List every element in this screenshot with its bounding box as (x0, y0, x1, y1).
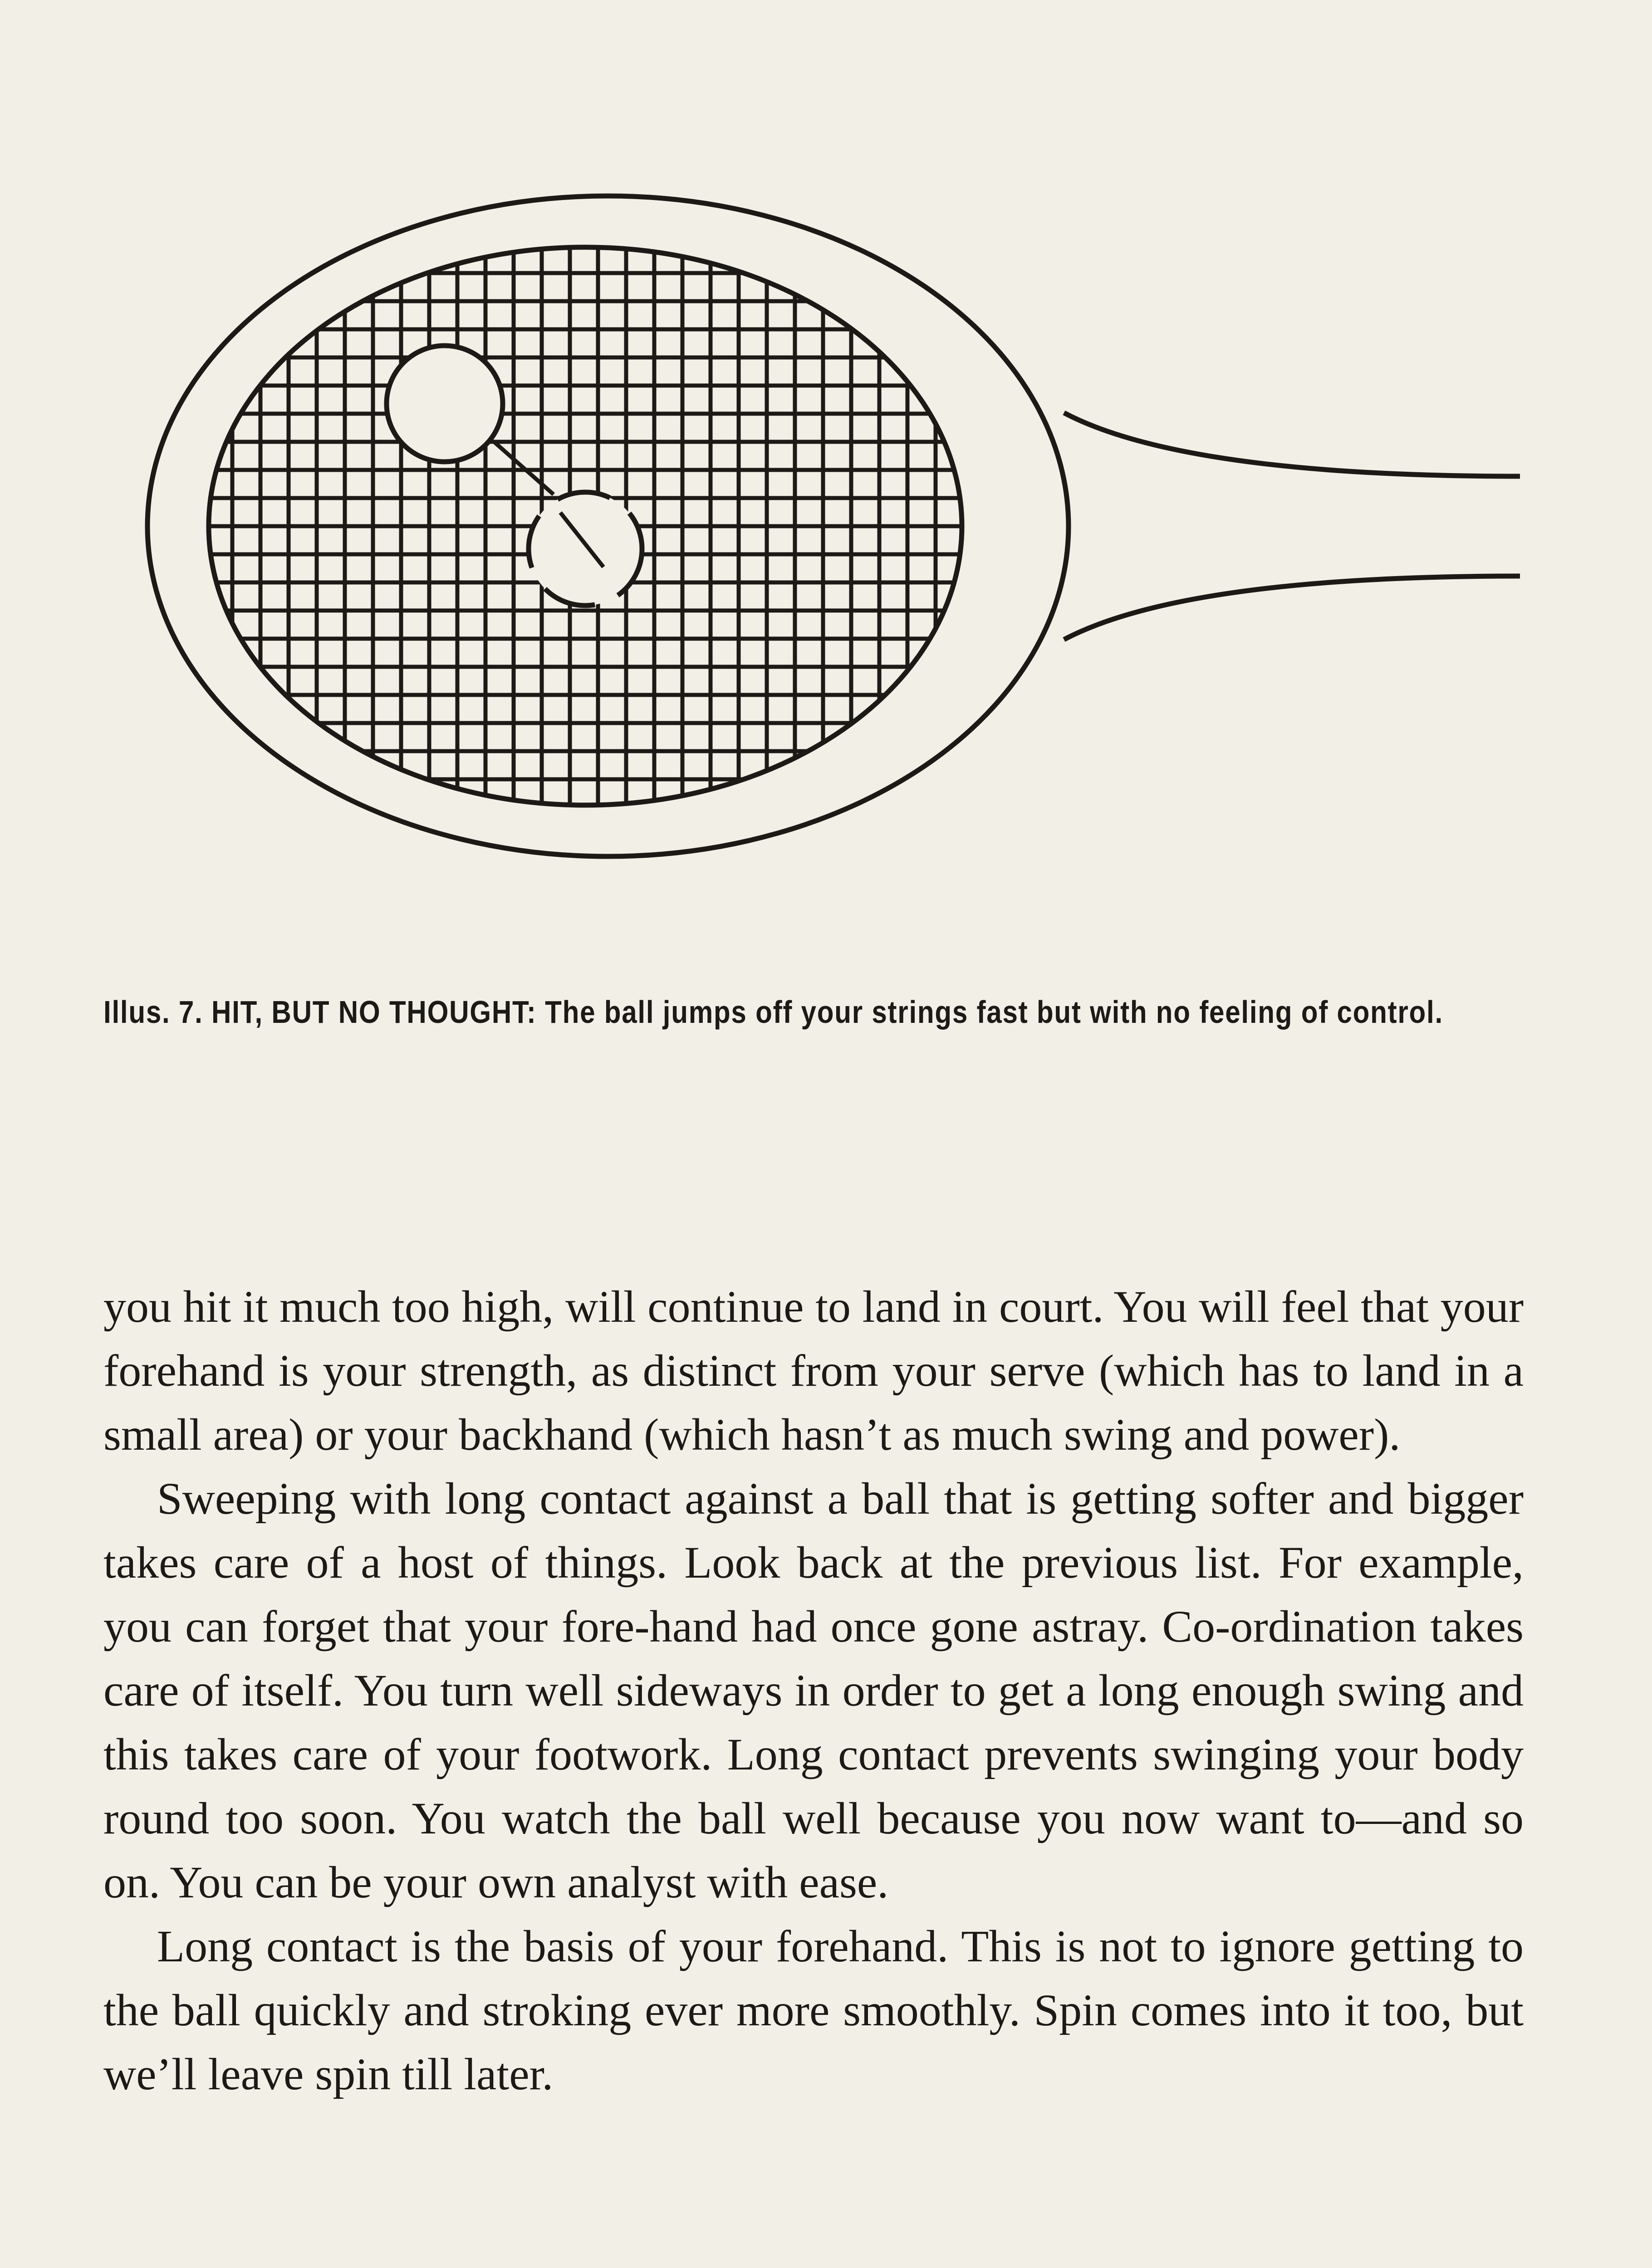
body-text (103, 1275, 1524, 2106)
caption-label: Illus. 7. (103, 994, 203, 1030)
paragraph: you hit it much too high, will continue to land in court. You will feel that your forehand is your strength, as distinct from your serve (which has to land in a small area) or your backhand (which hasn’t as much swing and power). (103, 1281, 1524, 1460)
figure-caption (103, 989, 1524, 1035)
caption-text: The ball jumps off your strings fast but with no feeling of control. (545, 994, 1443, 1030)
racket-illustration (68, 150, 1583, 966)
paragraph: Long contact is the basis of your forehand. This is not to ignore getting to the ball quickly and stroking ever more smoothly. Spin comes into it too, but we’ll leave spin till later. (103, 1921, 1524, 2099)
racket-throat (1064, 576, 1520, 640)
paragraph: Sweeping with long contact against a ball that is getting softer and bigger takes care of a host of things. Look back at the previous list. For example, you can forget that your fore-hand had once gone astray. Co-ordination takes care of itself. You turn well sideways in order to get a long enough swing and this takes care of your footwork. Long contact prevents swinging your body round too soon. You watch the ball well because you now want to—and so on. You can be your own analyst with ease. (103, 1473, 1524, 1907)
ball-icon (387, 346, 503, 462)
caption-title: HIT, BUT NO THOUGHT: (211, 994, 537, 1030)
racket-throat (1064, 413, 1520, 476)
ball-icon (529, 492, 642, 606)
